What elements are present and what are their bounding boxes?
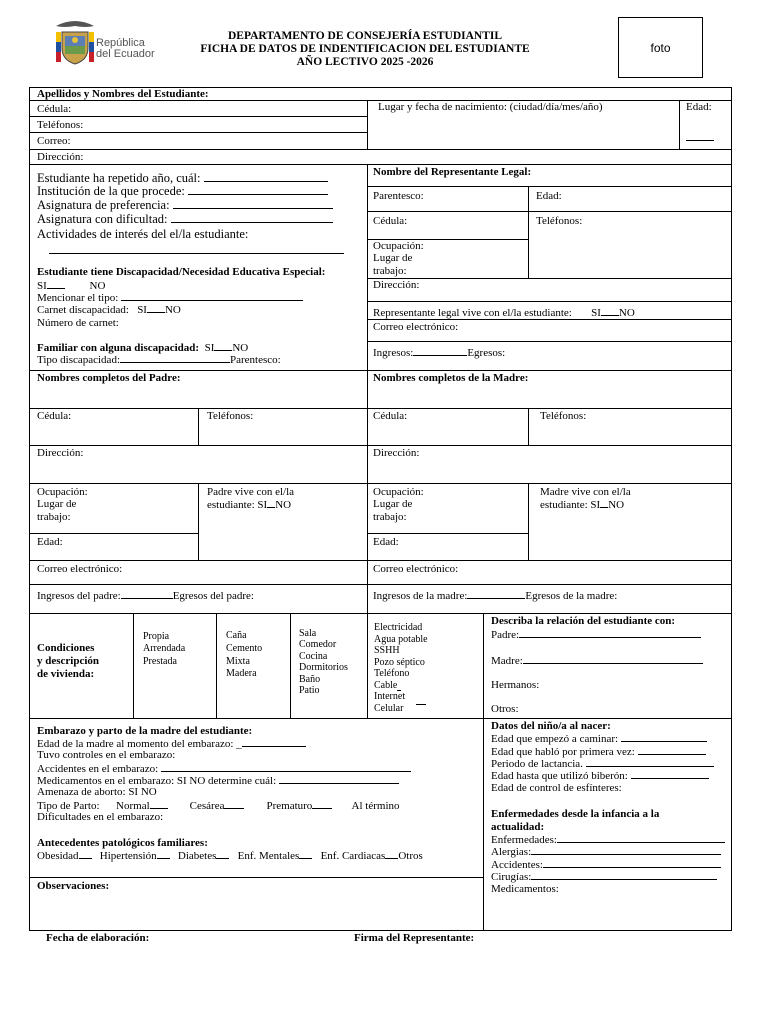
accidents-label: Accidentes: bbox=[491, 858, 721, 872]
student-cedula-label: Cédula: bbox=[37, 103, 72, 115]
housing-room-4[interactable]: Baño bbox=[299, 674, 321, 685]
housing-service-1[interactable]: Agua potable bbox=[374, 634, 428, 645]
pregnancy-difficulties-label: Dificultades en el embarazo: bbox=[37, 811, 164, 823]
mother-workplace-label-1: Lugar de bbox=[373, 498, 413, 510]
relation-mother-label: Madre: bbox=[491, 654, 703, 668]
disability-type-label: Mencionar el tipo: bbox=[37, 291, 303, 305]
father-lives-label-1: Padre vive con el/la bbox=[207, 486, 295, 498]
mother-workplace-label-2: trabajo: bbox=[373, 511, 407, 523]
mother-phones-label: Teléfonos: bbox=[540, 410, 587, 422]
father-lives-label-2: estudiante: SI NO bbox=[207, 499, 292, 511]
father-workplace-label-2: trabajo: bbox=[37, 511, 71, 523]
father-age-label: Edad: bbox=[37, 536, 63, 548]
representative-signature-label: Firma del Representante: bbox=[354, 932, 475, 944]
father-title: Nombres completos del Padre: bbox=[37, 372, 181, 384]
preferred-subject-label: Asignatura de preferencia: bbox=[37, 199, 333, 213]
photo-box[interactable] bbox=[618, 17, 703, 78]
housing-room-2[interactable]: Cocina bbox=[299, 651, 328, 662]
student-age-label: Edad: bbox=[686, 101, 712, 113]
mother-email-label: Correo electrónico: bbox=[373, 563, 459, 575]
housing-title-2: y descripción bbox=[37, 655, 100, 667]
housing-service-3[interactable]: Pozo séptico bbox=[374, 657, 425, 668]
pregnancy-medication-label: Medicamentos en el embarazo: SI NO determine cuál: bbox=[37, 774, 399, 788]
relation-siblings-label: Hermanos: bbox=[491, 679, 540, 691]
prenatal-controls-label: Tuvo controles en el embarazo: bbox=[37, 749, 176, 761]
illnesses-label: Enfermedades: bbox=[491, 833, 725, 847]
interests-label: Actividades de interés del el/la estudiante: bbox=[37, 227, 249, 241]
elaboration-date-label: Fecha de elaboración: bbox=[46, 932, 150, 944]
rep-address-label: Dirección: bbox=[373, 279, 420, 291]
rep-relationship-label: Parentesco: bbox=[373, 190, 424, 202]
sphincter-control-label: Edad de control de esfínteres: bbox=[491, 782, 622, 794]
bottle-age-label: Edad hasta que utilizó biberón: bbox=[491, 769, 709, 783]
housing-title-3: de vivienda: bbox=[37, 668, 95, 680]
rep-phones-label: Teléfonos: bbox=[536, 215, 583, 227]
talking-age-label: Edad que habló por primera vez: bbox=[491, 745, 706, 759]
housing-material-2[interactable]: Mixta bbox=[226, 656, 250, 667]
mother-cedula-label: Cédula: bbox=[373, 410, 408, 422]
mother-income-label: Ingresos de la madre: Egresos de la madre: bbox=[373, 590, 618, 602]
header-form-title: FICHA DE DATOS DE INDENTIFICACION DEL ESTUDIANTE bbox=[200, 43, 530, 55]
logo-text-ecuador: del Ecuador bbox=[96, 48, 155, 60]
relation-father-label: Padre: bbox=[491, 628, 701, 642]
father-income-label: Ingresos del padre: Egresos del padre: bbox=[37, 590, 254, 602]
housing-service-2[interactable]: SSHH bbox=[374, 645, 400, 656]
housing-service-4[interactable]: Teléfono bbox=[374, 668, 410, 679]
pregnancy-accidents-label: Accidentes en el embarazo: bbox=[37, 762, 411, 776]
father-cedula-label: Cédula: bbox=[37, 410, 72, 422]
housing-material-0[interactable]: Caña bbox=[226, 630, 247, 641]
disability-title: Estudiante tiene Discapacidad/Necesidad Educativa Especial: bbox=[37, 266, 326, 278]
interests-blank[interactable] bbox=[49, 253, 344, 254]
housing-service-7[interactable]: Celular bbox=[374, 703, 404, 714]
housing-service-6[interactable]: Internet bbox=[374, 691, 406, 702]
rep-age-label: Edad: bbox=[536, 190, 562, 202]
housing-material-3[interactable]: Madera bbox=[226, 668, 257, 679]
mother-age-pregnancy-label: Edad de la madre al momento del embarazo: _ bbox=[37, 737, 306, 751]
father-email-label: Correo electrónico: bbox=[37, 563, 123, 575]
family-history-title: Antecedentes patológicos familiares: bbox=[37, 837, 208, 849]
housing-room-1[interactable]: Comedor bbox=[299, 639, 337, 650]
rep-workplace-label-1: Lugar de bbox=[373, 252, 413, 264]
housing-room-5[interactable]: Patio bbox=[299, 685, 320, 696]
housing-service-5[interactable]: Cable bbox=[374, 680, 398, 691]
rep-income-label: Ingresos: Egresos: bbox=[373, 347, 506, 359]
card-number-label: Número de carnet: bbox=[37, 317, 119, 329]
mother-address-label: Dirección: bbox=[373, 447, 420, 459]
header-school-year: AÑO LECTIVO 2025 -2026 bbox=[296, 56, 434, 68]
observations-label: Observaciones: bbox=[37, 880, 110, 892]
student-names-label: Apellidos y Nombres del Estudiante: bbox=[37, 88, 209, 100]
father-address-label: Dirección: bbox=[37, 447, 84, 459]
photo-label: foto bbox=[650, 40, 671, 55]
mother-title: Nombres completos de la Madre: bbox=[373, 372, 529, 384]
repeated-year-label: Estudiante ha repetido año, cuál: bbox=[37, 172, 328, 186]
surgeries-label: Cirugías: bbox=[491, 870, 717, 884]
relation-title: Describa la relación del estudiante con: bbox=[491, 615, 676, 627]
birth-place-date-label: Lugar y fecha de nacimiento: (ciudad/día/mes/año) bbox=[378, 101, 603, 113]
student-phones-label: Teléfonos: bbox=[37, 119, 84, 131]
rep-lives-with-label: Representante legal vive con el/la estudiante: SI NO bbox=[373, 307, 635, 319]
medications-label: Medicamentos: bbox=[491, 883, 559, 895]
difficult-subject-label: Asignatura con dificultad: bbox=[37, 213, 333, 227]
father-workplace-label-1: Lugar de bbox=[37, 498, 77, 510]
illnesses-title-1: Enfermedades desde la infancia a la bbox=[491, 808, 660, 820]
student-age-blank[interactable] bbox=[686, 140, 714, 141]
allergies-label: Alergias: bbox=[491, 845, 721, 859]
representative-title: Nombre del Representante Legal: bbox=[373, 166, 532, 178]
mother-lives-label-2: estudiante: SI NO bbox=[540, 499, 625, 511]
illnesses-title-2: actualidad: bbox=[491, 821, 545, 833]
housing-service-0[interactable]: Electricidad bbox=[374, 622, 423, 633]
miscarriage-threat-label: Amenaza de aborto: SI NO bbox=[37, 786, 157, 798]
student-email-label: Correo: bbox=[37, 135, 71, 147]
birth-type-label: Tipo de Parto: Normal Cesárea Prematuro Al término bbox=[37, 800, 400, 812]
disability-si-no[interactable]: SI NO bbox=[37, 280, 106, 292]
pregnancy-title: Embarazo y parto de la madre del estudiante: bbox=[37, 725, 253, 737]
housing-title-1: Condiciones bbox=[37, 642, 95, 654]
family-history-options[interactable]: Obesidad Hipertensión Diabetes Enf. Mentales Enf. Cardiacas Otros bbox=[37, 850, 423, 862]
housing-room-0[interactable]: Sala bbox=[299, 628, 317, 639]
birth-data-title: Datos del niño/a al nacer: bbox=[491, 720, 611, 732]
relation-others-label: Otros: bbox=[491, 703, 519, 715]
previous-school-label: Institución de la que procede: bbox=[37, 185, 328, 199]
rep-workplace-label-2: trabajo: bbox=[373, 265, 407, 277]
walking-age-label: Edad que empezó a caminar: bbox=[491, 732, 707, 746]
disability-kind-label: Tipo discapacidad: Parentesco: bbox=[37, 354, 281, 366]
housing-tenure-1[interactable]: Arrendada bbox=[143, 643, 186, 654]
header-department: DEPARTAMENTO DE CONSEJERÍA ESTUDIANTIL bbox=[227, 30, 503, 42]
disability-card-label: Carnet discapacidad: SI NO bbox=[37, 304, 181, 316]
father-occupation-label: Ocupación: bbox=[37, 486, 88, 498]
father-phones-label: Teléfonos: bbox=[207, 410, 254, 422]
housing-material-1[interactable]: Cemento bbox=[226, 643, 263, 654]
mother-lives-label-1: Madre vive con el/la bbox=[540, 486, 631, 498]
housing-room-3[interactable]: Dormitorios bbox=[299, 662, 348, 673]
logo-text-republica: República bbox=[96, 37, 145, 49]
family-disability-label: Familiar con alguna discapacidad: SI NO bbox=[37, 342, 249, 354]
breastfeeding-label: Periodo de lactancia. bbox=[491, 757, 714, 771]
mother-occupation-label: Ocupación: bbox=[373, 486, 424, 498]
rep-cedula-label: Cédula: bbox=[373, 215, 408, 227]
housing-tenure-0[interactable]: Propia bbox=[143, 631, 170, 642]
rep-occupation-label: Ocupación: bbox=[373, 240, 424, 252]
rep-email-label: Correo electrónico: bbox=[373, 321, 459, 333]
student-address-label: Dirección: bbox=[37, 151, 84, 163]
mother-age-label: Edad: bbox=[373, 536, 399, 548]
ecuador-coat-of-arms-logo bbox=[52, 18, 98, 68]
housing-tenure-2[interactable]: Prestada bbox=[143, 656, 177, 667]
